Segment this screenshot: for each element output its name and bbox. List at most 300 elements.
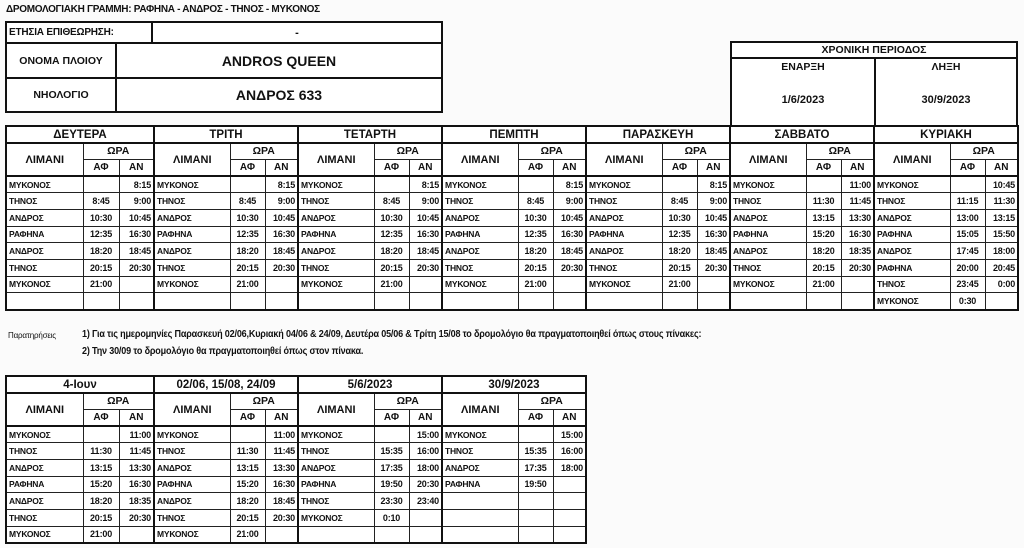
- departure-time-cell: 20:30: [265, 259, 298, 276]
- time-period-table: [730, 41, 1018, 127]
- arrival-column-header: ΑΦ: [230, 409, 265, 426]
- departure-time-cell: [553, 293, 586, 310]
- port-cell: ΜΥΚΟΝΟΣ: [874, 293, 950, 310]
- arrival-time-cell: 13:15: [83, 459, 119, 476]
- departure-column-header: ΑΝ: [697, 159, 730, 176]
- arrival-time-cell: 12:35: [374, 226, 409, 243]
- departure-time-cell: 8:15: [409, 176, 442, 193]
- block-title: ΔΕΥΤΕΡΑ: [6, 126, 154, 143]
- arrival-time-cell: 8:45: [230, 193, 265, 210]
- departure-time-cell: 20:30: [841, 259, 874, 276]
- ship-name-value: ANDROS QUEEN: [221, 52, 337, 69]
- port-cell: ΑΝΔΡΟΣ: [586, 243, 662, 260]
- schedule-row: [6, 526, 586, 543]
- arrival-time-cell: 15:35: [374, 443, 409, 460]
- departure-time-cell: 10:45: [119, 209, 154, 226]
- departure-time-cell: 9:00: [697, 193, 730, 210]
- departure-time-cell: 20:30: [119, 259, 154, 276]
- port-cell: ΤΗΝΟΣ: [154, 443, 230, 460]
- special-dates-schedule-table: [5, 375, 587, 544]
- arrival-time-cell: 18:20: [662, 243, 697, 260]
- port-cell: ΤΗΝΟΣ: [6, 259, 83, 276]
- schedule-row: [6, 276, 1018, 293]
- port-cell: ΜΥΚΟΝΟΣ: [6, 526, 83, 543]
- port-cell: ΜΥΚΟΝΟΣ: [442, 276, 518, 293]
- arrival-time-cell: 18:20: [230, 493, 265, 510]
- port-cell: ΤΗΝΟΣ: [730, 259, 806, 276]
- block-title: 5/6/2023: [298, 376, 442, 393]
- port-cell: ΤΗΝΟΣ: [586, 193, 662, 210]
- port-column-header: ΛΙΜΑΝΙ: [730, 143, 806, 176]
- departure-time-cell: [119, 293, 154, 310]
- schedule-row: [6, 509, 586, 526]
- arrival-time-cell: 12:35: [518, 226, 553, 243]
- departure-time-cell: 9:00: [553, 193, 586, 210]
- port-cell: ΜΥΚΟΝΟΣ: [730, 176, 806, 193]
- departure-time-cell: [409, 276, 442, 293]
- port-cell: ΜΥΚΟΝΟΣ: [154, 276, 230, 293]
- arrival-time-cell: 8:45: [662, 193, 697, 210]
- port-cell: [298, 293, 374, 310]
- arrival-column-header: ΑΦ: [374, 409, 409, 426]
- departure-time-cell: 11:45: [265, 443, 298, 460]
- port-cell: ΤΗΝΟΣ: [874, 276, 950, 293]
- port-cell: ΤΗΝΟΣ: [874, 193, 950, 210]
- arrival-time-cell: 8:45: [83, 193, 119, 210]
- port-cell: ΑΝΔΡΟΣ: [154, 243, 230, 260]
- port-cell: ΜΥΚΟΝΟΣ: [298, 426, 374, 443]
- note-1: 1) Για τις ημερομηνίες Παρασκευή 02/06,Κυριακή 04/06 & 24/09, Δευτέρα 05/06 & Τρίτη 15/08 το δρομολόγιο θα πραγματοποιηθεί όπως στους πίνακες:: [82, 328, 702, 340]
- arrival-time-cell: 13:15: [806, 209, 841, 226]
- arrival-time-cell: 17:35: [518, 459, 553, 476]
- port-cell: [442, 293, 518, 310]
- arrival-time-cell: 20:15: [230, 509, 265, 526]
- port-cell: ΤΗΝΟΣ: [586, 259, 662, 276]
- port-cell: ΑΝΔΡΟΣ: [6, 243, 83, 260]
- port-column-header: ΛΙΜΑΝΙ: [874, 143, 950, 176]
- port-cell: ΑΝΔΡΟΣ: [6, 209, 83, 226]
- departure-time-cell: 18:45: [265, 493, 298, 510]
- departure-time-cell: 18:00: [985, 243, 1018, 260]
- arrival-time-cell: 18:20: [83, 243, 119, 260]
- arrival-column-header: ΑΦ: [83, 409, 119, 426]
- arrival-column-header: ΑΦ: [518, 159, 553, 176]
- arrival-time-cell: [83, 426, 119, 443]
- arrival-time-cell: 8:45: [518, 193, 553, 210]
- port-cell: ΡΑΦΗΝΑ: [586, 226, 662, 243]
- departure-time-cell: 15:00: [409, 426, 442, 443]
- port-cell: ΡΑΦΗΝΑ: [730, 226, 806, 243]
- arrival-time-cell: [806, 293, 841, 310]
- arrival-time-cell: 21:00: [230, 526, 265, 543]
- departure-time-cell: [841, 293, 874, 310]
- arrival-time-cell: 20:15: [662, 259, 697, 276]
- departure-time-cell: [553, 493, 586, 510]
- port-column-header: ΛΙΜΑΝΙ: [442, 393, 518, 426]
- arrival-time-cell: 18:20: [806, 243, 841, 260]
- departure-time-cell: 10:45: [697, 209, 730, 226]
- port-cell: ΜΥΚΟΝΟΣ: [442, 426, 518, 443]
- port-cell: ΡΑΦΗΝΑ: [154, 476, 230, 493]
- port-cell: ΡΑΦΗΝΑ: [874, 259, 950, 276]
- departure-time-cell: 10:45: [265, 209, 298, 226]
- port-cell: ΜΥΚΟΝΟΣ: [154, 426, 230, 443]
- departure-time-cell: 16:30: [265, 226, 298, 243]
- period-start-label: ΕΝΑΡΞΗ: [781, 61, 825, 73]
- arrival-time-cell: 20:15: [230, 259, 265, 276]
- departure-time-cell: 13:30: [119, 459, 154, 476]
- departure-column-header: ΑΝ: [119, 159, 154, 176]
- port-cell: ΑΝΔΡΟΣ: [442, 209, 518, 226]
- arrival-time-cell: [374, 293, 409, 310]
- departure-column-header: ΑΝ: [265, 409, 298, 426]
- port-cell: ΜΥΚΟΝΟΣ: [6, 276, 83, 293]
- notes-label: Παρατηρήσεις: [8, 331, 56, 340]
- arrival-column-header: ΑΦ: [230, 159, 265, 176]
- arrival-time-cell: [374, 526, 409, 543]
- block-title: ΠΑΡΑΣΚΕΥΗ: [586, 126, 730, 143]
- departure-time-cell: 18:00: [553, 459, 586, 476]
- arrival-column-header: ΑΦ: [374, 159, 409, 176]
- arrival-time-cell: 20:15: [518, 259, 553, 276]
- departure-time-cell: 20:30: [697, 259, 730, 276]
- departure-time-cell: 23:40: [409, 493, 442, 510]
- port-cell: [154, 293, 230, 310]
- port-cell: ΜΥΚΟΝΟΣ: [298, 509, 374, 526]
- arrival-column-header: ΑΦ: [806, 159, 841, 176]
- schedule-row: [6, 176, 1018, 193]
- departure-time-cell: 16:00: [409, 443, 442, 460]
- departure-time-cell: [409, 509, 442, 526]
- departure-time-cell: [697, 293, 730, 310]
- arrival-time-cell: [806, 176, 841, 193]
- port-column-header: ΛΙΜΑΝΙ: [298, 393, 374, 426]
- port-cell: ΑΝΔΡΟΣ: [154, 459, 230, 476]
- column-header-row: [6, 143, 1018, 159]
- arrival-time-cell: 19:50: [374, 476, 409, 493]
- port-cell: ΜΥΚΟΝΟΣ: [6, 176, 83, 193]
- block-title: 02/06, 15/08, 24/09: [154, 376, 298, 393]
- port-cell: ΡΑΦΗΝΑ: [298, 476, 374, 493]
- port-cell: ΤΗΝΟΣ: [730, 193, 806, 210]
- port-cell: ΤΗΝΟΣ: [442, 193, 518, 210]
- departure-time-cell: 18:45: [697, 243, 730, 260]
- departure-time-cell: 8:15: [697, 176, 730, 193]
- departure-time-cell: [119, 276, 154, 293]
- arrival-time-cell: [374, 426, 409, 443]
- time-period-body: [732, 59, 1016, 127]
- arrival-column-header: ΑΦ: [662, 159, 697, 176]
- arrival-time-cell: 10:30: [662, 209, 697, 226]
- port-cell: ΑΝΔΡΟΣ: [298, 243, 374, 260]
- block-title-row: [6, 376, 586, 393]
- time-column-header: ΩΡΑ: [83, 143, 154, 159]
- port-cell: ΑΝΔΡΟΣ: [874, 243, 950, 260]
- departure-column-header: ΑΝ: [119, 409, 154, 426]
- arrival-time-cell: 13:00: [950, 209, 985, 226]
- block-title: ΤΕΤΑΡΤΗ: [298, 126, 442, 143]
- departure-time-cell: 10:45: [553, 209, 586, 226]
- port-cell: ΜΥΚΟΝΟΣ: [6, 426, 83, 443]
- port-cell: ΜΥΚΟΝΟΣ: [298, 176, 374, 193]
- time-period-title: ΧΡΟΝΙΚΗ ΠΕΡΙΟΔΟΣ: [732, 43, 1016, 59]
- annual-inspection-value: -: [295, 26, 299, 39]
- time-column-header: ΩΡΑ: [230, 143, 298, 159]
- port-cell: ΑΝΔΡΟΣ: [154, 493, 230, 510]
- schedule-row: [6, 243, 1018, 260]
- port-cell: ΜΥΚΟΝΟΣ: [298, 276, 374, 293]
- arrival-time-cell: [518, 526, 553, 543]
- port-cell: ΤΗΝΟΣ: [298, 193, 374, 210]
- period-start-cell: [732, 59, 876, 127]
- port-cell: ΑΝΔΡΟΣ: [730, 243, 806, 260]
- annual-inspection-row: [7, 23, 441, 42]
- departure-time-cell: [553, 526, 586, 543]
- departure-time-cell: [697, 276, 730, 293]
- port-cell: ΜΥΚΟΝΟΣ: [586, 176, 662, 193]
- departure-time-cell: [841, 276, 874, 293]
- port-cell: [6, 293, 83, 310]
- period-end-label: ΛΗΞΗ: [931, 61, 961, 73]
- port-cell: [730, 293, 806, 310]
- port-cell: ΤΗΝΟΣ: [6, 193, 83, 210]
- arrival-time-cell: 18:20: [230, 243, 265, 260]
- arrival-time-cell: 0:30: [950, 293, 985, 310]
- arrival-time-cell: 13:15: [230, 459, 265, 476]
- arrival-time-cell: 21:00: [230, 276, 265, 293]
- weekly-schedule-table: [5, 125, 1019, 311]
- schedule-row: [6, 459, 586, 476]
- departure-time-cell: 18:35: [841, 243, 874, 260]
- port-column-header: ΛΙΜΑΝΙ: [6, 143, 83, 176]
- arrival-time-cell: 18:20: [374, 243, 409, 260]
- ship-name-row: [7, 42, 441, 77]
- arrival-time-cell: [518, 509, 553, 526]
- departure-time-cell: [409, 293, 442, 310]
- port-cell: ΤΗΝΟΣ: [298, 443, 374, 460]
- arrival-time-cell: 10:30: [83, 209, 119, 226]
- departure-time-cell: 9:00: [265, 193, 298, 210]
- departure-time-cell: 20:30: [409, 259, 442, 276]
- departure-time-cell: 11:00: [265, 426, 298, 443]
- departure-time-cell: [409, 526, 442, 543]
- port-cell: ΤΗΝΟΣ: [442, 443, 518, 460]
- departure-column-header: ΑΝ: [409, 159, 442, 176]
- schedule-row: [6, 443, 586, 460]
- arrival-time-cell: 21:00: [518, 276, 553, 293]
- arrival-time-cell: [518, 493, 553, 510]
- port-cell: ΤΗΝΟΣ: [6, 509, 83, 526]
- arrival-time-cell: 0:10: [374, 509, 409, 526]
- arrival-time-cell: 10:30: [374, 209, 409, 226]
- time-column-header: ΩΡΑ: [374, 143, 442, 159]
- departure-column-header: ΑΝ: [265, 159, 298, 176]
- departure-time-cell: 0:00: [985, 276, 1018, 293]
- port-cell: ΜΥΚΟΝΟΣ: [154, 176, 230, 193]
- departure-time-cell: [553, 276, 586, 293]
- note-2: 2) Την 30/09 το δρομολόγιο θα πραγματοποιηθεί όπως στον πίνακα.: [82, 345, 364, 357]
- arrival-time-cell: 23:45: [950, 276, 985, 293]
- period-start-date: 1/6/2023: [781, 94, 825, 106]
- arrival-time-cell: 11:30: [230, 443, 265, 460]
- arrival-time-cell: 15:05: [950, 226, 985, 243]
- departure-time-cell: 11:00: [119, 426, 154, 443]
- arrival-time-cell: 17:35: [374, 459, 409, 476]
- arrival-time-cell: 11:15: [950, 193, 985, 210]
- time-column-header: ΩΡΑ: [230, 393, 298, 409]
- departure-time-cell: 20:45: [985, 259, 1018, 276]
- port-cell: [442, 526, 518, 543]
- arrival-time-cell: 12:35: [662, 226, 697, 243]
- arrival-time-cell: 18:20: [518, 243, 553, 260]
- port-cell: ΑΝΔΡΟΣ: [298, 209, 374, 226]
- departure-time-cell: 18:35: [119, 493, 154, 510]
- departure-time-cell: 11:45: [841, 193, 874, 210]
- schedule-row: [6, 493, 586, 510]
- time-column-header: ΩΡΑ: [806, 143, 874, 159]
- departure-time-cell: 13:30: [265, 459, 298, 476]
- port-cell: [442, 509, 518, 526]
- time-column-header: ΩΡΑ: [374, 393, 442, 409]
- port-cell: [442, 493, 518, 510]
- departure-time-cell: 8:15: [265, 176, 298, 193]
- departure-column-header: ΑΝ: [409, 409, 442, 426]
- time-column-header: ΩΡΑ: [518, 393, 586, 409]
- departure-time-cell: 16:30: [265, 476, 298, 493]
- port-cell: ΤΗΝΟΣ: [6, 443, 83, 460]
- departure-time-cell: 20:30: [265, 509, 298, 526]
- departure-time-cell: 18:45: [119, 243, 154, 260]
- arrival-time-cell: 20:15: [806, 259, 841, 276]
- arrival-time-cell: 18:20: [83, 493, 119, 510]
- departure-time-cell: 15:00: [553, 426, 586, 443]
- departure-time-cell: 16:30: [697, 226, 730, 243]
- arrival-time-cell: 20:00: [950, 259, 985, 276]
- departure-time-cell: 18:45: [409, 243, 442, 260]
- block-title-row: [6, 126, 1018, 143]
- arrival-time-cell: 17:45: [950, 243, 985, 260]
- port-cell: ΤΗΝΟΣ: [154, 193, 230, 210]
- block-title: 30/9/2023: [442, 376, 586, 393]
- port-cell: [586, 293, 662, 310]
- registry-value: ΑΝΔΡΟΣ 633: [235, 87, 323, 103]
- arrival-time-cell: 8:45: [374, 193, 409, 210]
- port-cell: ΡΑΦΗΝΑ: [298, 226, 374, 243]
- port-cell: ΡΑΦΗΝΑ: [874, 226, 950, 243]
- arrival-time-cell: 20:15: [83, 259, 119, 276]
- port-cell: ΜΥΚΟΝΟΣ: [586, 276, 662, 293]
- departure-time-cell: 10:45: [985, 176, 1018, 193]
- departure-time-cell: 8:15: [119, 176, 154, 193]
- arrival-time-cell: 11:30: [83, 443, 119, 460]
- period-end-cell: [876, 59, 1016, 127]
- arrival-time-cell: 12:35: [230, 226, 265, 243]
- arrival-time-cell: [230, 176, 265, 193]
- arrival-time-cell: 15:20: [230, 476, 265, 493]
- port-cell: ΜΥΚΟΝΟΣ: [874, 176, 950, 193]
- arrival-column-header: ΑΦ: [83, 159, 119, 176]
- column-header-row: [6, 393, 586, 409]
- port-cell: ΜΥΚΟΝΟΣ: [730, 276, 806, 293]
- arrival-time-cell: 12:35: [83, 226, 119, 243]
- port-cell: ΡΑΦΗΝΑ: [6, 226, 83, 243]
- block-title: ΚΥΡΙΑΚΗ: [874, 126, 1018, 143]
- block-title: ΠΕΜΠΤΗ: [442, 126, 586, 143]
- arrival-time-cell: 21:00: [374, 276, 409, 293]
- arrival-time-cell: [662, 293, 697, 310]
- departure-time-cell: 18:00: [409, 459, 442, 476]
- arrival-column-header: ΑΦ: [950, 159, 985, 176]
- block-title: ΤΡΙΤΗ: [154, 126, 298, 143]
- arrival-time-cell: 10:30: [230, 209, 265, 226]
- arrival-time-cell: 15:20: [806, 226, 841, 243]
- arrival-time-cell: 21:00: [83, 526, 119, 543]
- ship-name-label: ΟΝΟΜΑ ΠΛΟΙΟΥ: [7, 44, 117, 77]
- departure-time-cell: 11:45: [119, 443, 154, 460]
- departure-time-cell: 18:45: [553, 243, 586, 260]
- port-column-header: ΛΙΜΑΝΙ: [6, 393, 83, 426]
- port-cell: ΑΝΔΡΟΣ: [6, 459, 83, 476]
- departure-time-cell: 13:30: [841, 209, 874, 226]
- departure-time-cell: 10:45: [409, 209, 442, 226]
- port-cell: ΑΝΔΡΟΣ: [442, 459, 518, 476]
- period-end-date: 30/9/2023: [921, 94, 971, 106]
- departure-column-header: ΑΝ: [841, 159, 874, 176]
- port-cell: ΜΥΚΟΝΟΣ: [442, 176, 518, 193]
- arrival-time-cell: [518, 176, 553, 193]
- arrival-time-cell: [230, 293, 265, 310]
- departure-time-cell: 20:30: [553, 259, 586, 276]
- arrival-time-cell: 15:35: [518, 443, 553, 460]
- departure-column-header: ΑΝ: [553, 409, 586, 426]
- port-column-header: ΛΙΜΑΝΙ: [586, 143, 662, 176]
- time-column-header: ΩΡΑ: [662, 143, 730, 159]
- registry-row: [7, 77, 441, 111]
- arrival-time-cell: [950, 176, 985, 193]
- departure-time-cell: 9:00: [119, 193, 154, 210]
- arrival-time-cell: [374, 176, 409, 193]
- port-cell: ΡΑΦΗΝΑ: [154, 226, 230, 243]
- departure-time-cell: 16:00: [553, 443, 586, 460]
- port-cell: ΡΑΦΗΝΑ: [442, 476, 518, 493]
- departure-time-cell: [265, 293, 298, 310]
- arrival-time-cell: [230, 426, 265, 443]
- departure-time-cell: 16:30: [409, 226, 442, 243]
- schedule-row: [6, 193, 1018, 210]
- arrival-time-cell: 20:15: [83, 509, 119, 526]
- port-cell: ΑΝΔΡΟΣ: [154, 209, 230, 226]
- port-cell: ΑΝΔΡΟΣ: [874, 209, 950, 226]
- arrival-time-cell: 21:00: [662, 276, 697, 293]
- port-cell: ΤΗΝΟΣ: [154, 509, 230, 526]
- departure-time-cell: [265, 276, 298, 293]
- port-cell: ΑΝΔΡΟΣ: [6, 493, 83, 510]
- arrival-time-cell: 11:30: [806, 193, 841, 210]
- port-cell: ΑΝΔΡΟΣ: [586, 209, 662, 226]
- arrival-time-cell: [518, 293, 553, 310]
- departure-time-cell: 16:30: [553, 226, 586, 243]
- departure-time-cell: 16:30: [841, 226, 874, 243]
- departure-time-cell: 16:30: [119, 476, 154, 493]
- arrival-time-cell: 20:15: [374, 259, 409, 276]
- departure-time-cell: [985, 293, 1018, 310]
- arrival-time-cell: 23:30: [374, 493, 409, 510]
- route-title: ΔΡΟΜΟΛΟΓΙΑΚΗ ΓΡΑΜΜΗ: ΡΑΦΗΝΑ - ΑΝΔΡΟΣ - ΤΗΝΟΣ - ΜΥΚΟΝΟΣ: [6, 4, 320, 15]
- arrival-time-cell: 15:20: [83, 476, 119, 493]
- schedule-row: [6, 476, 586, 493]
- departure-column-header: ΑΝ: [553, 159, 586, 176]
- departure-time-cell: [553, 509, 586, 526]
